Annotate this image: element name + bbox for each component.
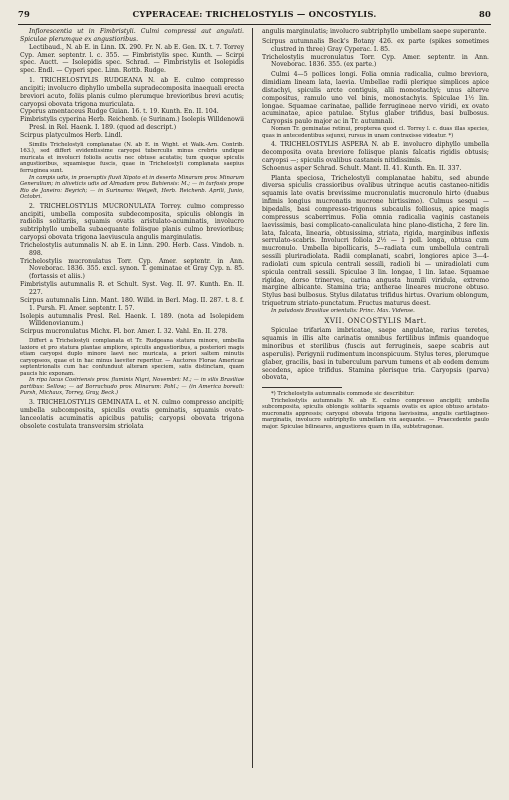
- left-column: [20, 28, 244, 430]
- paragraph: In ripa lacus Cosiriensis prov. fluminis Nigri, Novembri: M.; — in silis Brasiliae partibus: Sellow; — ad Borrachudo prov. Minarum: Pohl.; — (in America boreali: Pursh, Michaux, Torrey, Gray, Beck.): [20, 377, 244, 397]
- paragraph: Scirpus autumnalis Linn. Mant. 180. Willd. in Berl. Mag. II. 287. t. 8. f. 1. Pursh. Fl. Amer. septentr. I. 57.: [20, 296, 244, 312]
- paragraph: Planta speciosa, Trichelostyli complanatae habitu, sed abunde diversa spiculis crassioribus ovalibus utrinque acutis castaneo-nitidis squamis late ovatis brevissime mucronulatis mucronulo hirto (duabus infimis longius mucronatis mucrone hirtissimo). Culmus sesqui — bipedalis, basi compresso-trigonus subcaulis folliosus, apice magis compressus scaberrimus. Folia omnia radicalia vaginis castaneis laevissimis, basi complicato-canaliculata hinc plano-disticha, 2 fere lin. lata, falcata, linearia, obtusissima, striata, rigida, marginibus inflexis serrulato-scabris. Involucri foliola 2½ — 1 poll. longa, obtusa cum mucronulo. Umbella bipollicaris, 5—radiata cum umbellula centrali sessili pluriradiolata. Radii complanati, scabri, longiores apice 3—4-radiolati cum spicula centrali sessili, radioli bi — uniradiolati cum spicula centrali sessili. Spiculae 3 lin. longae, 1 lin. latae. Squamae rigidae, dorso trinerves, carina angusta humili viridula, extremo margine albicante. Stamina tria; antherae lineares mucrone obtuso. Stylus basi bulbosus. Stylus dilatatus trifidus hirtus. Ovarium oblongum, triquetrum striato-punctatum. Fructus maturus deest.: [262, 174, 489, 308]
- section-title: XVII. ONCOSTYLIS Mart.: [324, 317, 427, 326]
- section-body: [262, 327, 489, 382]
- paragraph: Schoenus asper Schrad. Schult. Mant. II. 41. Kunth. En. II. 337.: [262, 164, 462, 172]
- footnote: [262, 391, 489, 430]
- right-column-body: [262, 28, 489, 314]
- paragraph: Scirpus platyculmos Herb. Lindl.: [20, 131, 123, 139]
- footnote-paragraph: *) Trichelostylis autumnalis commode sic describitur:: [271, 391, 415, 398]
- footnote-paragraph: Trichelostylis autumnalis N. ab E. culmo compresso ancipiti; umbella subcomposita, spiculis oblongis solitariis squamis ovatis ex apice obtuso aristato-mucronatis appressis; caryopsi obovata trigona laevissima, angulis cartilagineo-marginatis, involucro subtriphyllo umbellam vix aequante. — Praecedente paulo major. Spiculae bilineares, angustiores quam in illa, subtetragonae.: [262, 397, 489, 430]
- paragraph: Scirpus autumnalis Beck's Botany 426. ex parte (spikes sometimes clustred in three) Gray Cyperac. I. 85.: [262, 37, 489, 53]
- right-column: [262, 28, 489, 431]
- page-number-left: 79: [18, 9, 31, 19]
- footnote-rule: [262, 387, 342, 388]
- paragraph: Fimbristylis autumnalis R. et Schult. Syst. Veg. II. 97. Kunth. En. II. 227.: [20, 281, 244, 297]
- paragraph: Isolepis autumnalis Presl. Rel. Haenk. I. 189. (nota ad Isolepidem Willdenovianum.): [20, 312, 244, 328]
- paragraph: Trichelostylis mucronulatus Torr. Cyp. Amer. septentr. in Ann. Noveborac. 1836. 355. (ex parte.): [262, 53, 489, 69]
- paragraph: Culmi 4—5 pollices longi. Folia omnia radicalia, culmo breviora, dimidiam lineam lata, laevia. Umbellae radii plerique simplices apice distachyi, spiculis arcte contiguis, alii monostachyi; unus alterve compositus, ramulo uno vel binis, monostachyis. Spiculae 1½ lin. longae. Squamae carinatae, pallide ferrugineae nervo viridi, ex ovato acuminatae, apice patulae. Stylus glaber trifidus, basi bulbosus. Caryopsis paulo major ac in Tr. autumnali.: [262, 71, 489, 126]
- header-rule: [18, 24, 491, 25]
- page-number-right: 80: [478, 9, 491, 19]
- paragraph: Differt a Trichelostyli complanata et Tr. Rudgeana statura minore, umbella laxiore et pro statura plantae ampliore, spiculis angustioribus, a posteriori magis etiam caryopsi duplo minore laevi nec muricata, a priori saltem minutis caryopseos, quae et in hac minus laeviter reperitur. — Auctores Florae Americae septentrionalis cum hac confunduut alteram speciem, satis distinctam, quam paucis hic exponam.: [20, 338, 244, 377]
- paragraph: Inflorescentia ut in Fimbristyli. Culmi compressi aut angulati. Spiculae plerumque ex angustioribus.: [20, 28, 244, 43]
- paragraph: Lectibaud., N. ab E. in Linn. IX. 290. Fr. N. ab E. Gen. IX. t. 7. Torrey Cyp. Amer. septentr. l. c. 355. — Fimbristylis spec. Kunth. — Scirpi spec. Auctt. — Isolepidis spec. Schrad. — Fimbristylis et Isolepidis spec. Endl. — Cyperi spec. Linn. Rottb. Rudge.: [20, 43, 244, 75]
- paragraph: 2. TRICHELOSTYLIS MUCRONULATA Torrey. culmo compresso ancipiti, umbella composita subdecomposita, spiculis oblongis in radiolis solitariis, squamis ovatis aristulato-acuminatis, involucro subtriphyllo umbella subaequante foliisque planis culmo brevioribus; caryopsi obovata trigona laeviuscula angulis marginulatis.: [20, 202, 244, 242]
- paragraph: In campis udis, in praeruptis fluvii Xipoto et in deserto Minarum prov. Minarum Generalium; in aliveticis udis ad Almadam prov. Bahiensis: M.; — in turfosis prope Rio de Janeiro: Beyrich; — in Surinamo: Weigelt, Herb. Reichenb. Aprili, Junio, Octobri.: [20, 174, 244, 201]
- paragraph: Fimbristylis cyperina Herb. Reichenb. (e Surinam.) Isolepis Willdenowii Presl. in Rel. Haenk. I. 189. (quod ad descript.): [20, 116, 244, 132]
- page-header: [18, 9, 491, 23]
- paragraph: 3. TRICHELOSTYLIS GEMINATA L. et N. culmo compresso ancipiti; umbella subcomposita, spiculis ovatis geminatis, squamis ovato-lanceolatis acuminatis apicibus patulis; caryopsi obovata trigona obsolete costulata transversim striolata: [20, 399, 244, 430]
- paragraph: angulis marginulatis; involucro subtriphyllo umbellam saepe superante.: [262, 28, 487, 35]
- paragraph: 1. TRICHELOSTYLIS RUDGEANA N. ab E. culmo compresso ancipiti; involucro diphyllo umbella supradecomposita inaequali erecta breviori acuto, foliis planis culmo plerumque brevioribus brevi acutis; caryopsi obovata trigona muriculata.: [20, 77, 244, 108]
- paragraph: 4. TRICHELOSTYLIS ASPERA N. ab E. involucro diphyllo umbella decomposita ovata breviore foliisque planis falcatis rigidis obtusis; caryopsi —; spiculis ovalibus castaneis nitidissimis.: [262, 141, 489, 164]
- running-title: CYPERACEAE: TRICHELOSTYLIS — ONCOSTYLIS.: [132, 9, 377, 19]
- paragraph: Scirpus mucronulatus Michx. Fl. bor. Amer. I. 32. Vahl. En. II. 278.: [20, 328, 228, 336]
- column-divider: [252, 28, 253, 768]
- paragraph: Trichelostylis autumnalis N. ab E. in Linn. 290. Herb. Cass. Vindob. n. 898.: [20, 241, 244, 257]
- paragraph: Similis Trichelostyli complanatae (N. ab E. in Wight. et Walk.-Arn. Contrib. 163.), sed differt evidentissime caryopsi tuberculis minus crebris undique muricata et involucri foliolis acutis nec obtuse acutatis; tum quoque spiculis angustioribus, squamisque fuscis, quae in Trichelostyli complanata saepius ferruginea sunt.: [20, 141, 244, 174]
- paragraph: Nomen Tr. geminatae retinui, propterea quod cl. Torrey l. c. duas illas species, quas in antecedentibus sejunxi, rursus in unam contraxisse videatur. *): [262, 126, 489, 139]
- paragraph: Spiculae trifariam imbricatae, saepe angulatae, rarius teretes, squamis in illis alte carinatis omnibus fertilibus infimis quandoque minoribus et sterilibus (fuscis aut ferrugineis, saepe scabris aut asperulis). Perigynii rudimentum inconspicuum. Stylus teres, plerumque glaber, gracilis, basi in tuberculum parvum tumens et ab eodem demum secedens, apice trifidus. Stamina plerisque tria. Caryopsis (parva) obovata,: [262, 327, 489, 382]
- paragraph: Cyperus amentaceus Rudge Guian. 16. t. 19. Kunth. En. II. 104.: [20, 108, 219, 116]
- paragraph: In paludosis Brasiliae orientalis: Princ. Max. Vidense.: [271, 307, 415, 314]
- paragraph: Trichelostylis mucronulatus Torr. Cyp. Amer. septentr. in Ann. Noveborac. 1836. 355. excl. synon. T. geminatae et Gray Cyp. n. 85. (fortassis et aliis.): [20, 257, 244, 281]
